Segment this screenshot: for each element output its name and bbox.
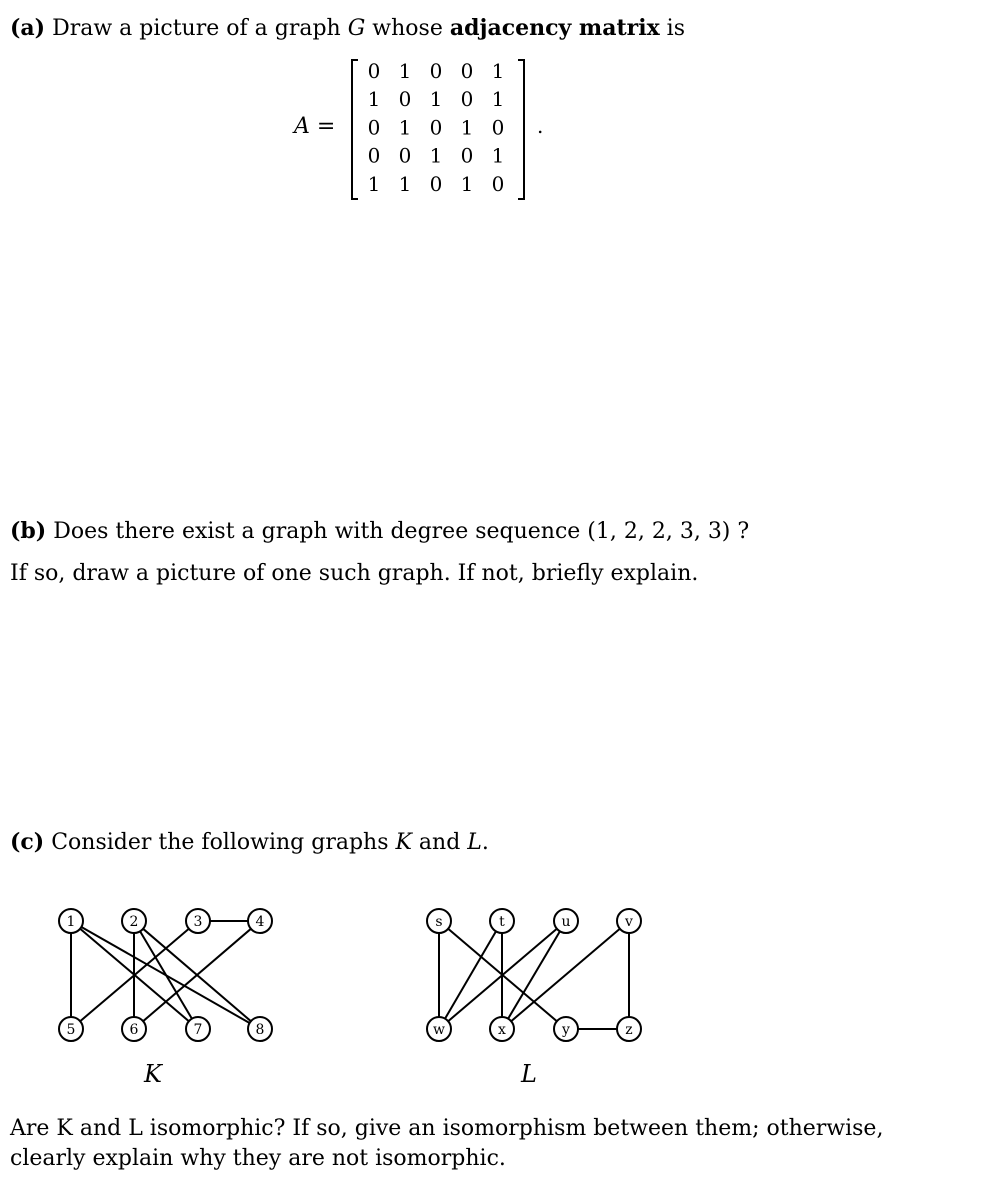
part-c-dot: .: [481, 830, 489, 855]
matrix-cell: 1: [367, 87, 381, 112]
l-vertex-t: [490, 909, 514, 933]
adjacency-matrix-term: adjacency matrix: [449, 15, 660, 41]
matrix-cell: 1: [429, 143, 443, 168]
matrix-cell: 0: [491, 171, 505, 196]
l-vertex-label: z: [625, 1022, 633, 1038]
l-edge-v-x: [511, 929, 620, 1021]
graph-var-l: L: [467, 830, 482, 855]
matrix-period: .: [537, 114, 544, 138]
k-vertex-label: 1: [66, 914, 76, 930]
matrix-cell: 0: [367, 59, 381, 83]
k-vertex-1: [59, 909, 83, 933]
l-vertex-label: u: [561, 914, 571, 930]
matrix-cell: 0: [460, 87, 474, 112]
part-a-text-2: whose: [365, 16, 450, 41]
k-vertex-label: 4: [255, 914, 265, 930]
matrix-cell: 1: [367, 171, 381, 196]
graph-k: [59, 909, 272, 1041]
matrix-cell: 1: [429, 87, 443, 112]
l-vertex-u: [554, 909, 578, 933]
part-a-label: (a): [10, 15, 46, 41]
part-a-prompt: [10, 14, 685, 43]
l-vertex-label: y: [562, 1022, 570, 1038]
matrix-cell: 0: [429, 59, 443, 83]
matrix-cell: 0: [429, 171, 443, 196]
degree-sequence: (1, 2, 2, 3, 3): [587, 519, 731, 544]
matrix-name: A =: [294, 114, 336, 139]
graph-var-g: G: [347, 16, 366, 41]
k-vertex-label: 3: [193, 914, 203, 930]
k-vertex-5: [59, 1017, 83, 1041]
part-b-prompt: [10, 517, 749, 546]
matrix-cell: 0: [367, 143, 381, 168]
k-vertex-label: 6: [129, 1022, 139, 1038]
part-b-label: (b): [10, 518, 47, 544]
l-vertex-x: [490, 1017, 514, 1041]
matrix-cell: 1: [491, 87, 505, 112]
graph-l: [427, 909, 641, 1041]
k-vertex-label: 2: [129, 914, 139, 930]
k-vertex-2: [122, 909, 146, 933]
k-vertex-3: [186, 909, 210, 933]
k-vertex-4: [248, 909, 272, 933]
matrix-cell: 1: [398, 171, 412, 196]
l-edge-u-x: [508, 931, 560, 1018]
matrix-cell: 0: [460, 59, 474, 83]
graph-l-caption: L: [521, 1060, 537, 1088]
l-vertex-label: w: [433, 1022, 445, 1038]
part-b-line-2: If so, draw a picture of one such graph. If not, briefly explain.: [10, 561, 699, 586]
graph-var-k: K: [395, 830, 412, 855]
k-vertex-8: [248, 1017, 272, 1041]
matrix-cell: 0: [367, 115, 381, 140]
l-vertex-y: [554, 1017, 578, 1041]
part-a-text-1: Draw a picture of a graph: [45, 16, 348, 41]
matrix-cell: 0: [398, 87, 412, 112]
part-c-text-1: Consider the following graphs: [44, 830, 396, 855]
matrix-cell: 1: [491, 143, 505, 168]
k-vertex-label: 5: [66, 1022, 76, 1038]
l-edge-t-w: [445, 931, 496, 1018]
matrix-cell: 1: [398, 115, 412, 140]
matrix-cell: 0: [460, 143, 474, 168]
k-vertex-6: [122, 1017, 146, 1041]
matrix-cell: 0: [491, 115, 505, 140]
l-vertex-z: [617, 1017, 641, 1041]
matrix-right-bracket: [518, 60, 524, 199]
l-vertex-label: v: [625, 914, 633, 930]
part-c-and: and: [411, 830, 468, 855]
matrix-left-bracket: [352, 60, 358, 199]
l-vertex-s: [427, 909, 451, 933]
matrix-cell: 0: [398, 143, 412, 168]
k-vertex-label: 7: [193, 1022, 203, 1038]
matrix-cell: 1: [460, 115, 474, 140]
k-vertex-label: 8: [255, 1022, 265, 1038]
part-c-question: Are K and L isomorphic? If so, give an isomorphism between them; otherwise, clearly explain why they are not isomorphic.: [10, 1116, 884, 1171]
adjacency-matrix: [292, 55, 552, 205]
k-edge-2-7: [140, 931, 192, 1018]
part-c-label: (c): [10, 829, 45, 855]
l-vertex-v: [617, 909, 641, 933]
l-vertex-label: s: [435, 914, 443, 930]
part-a-text-3: is: [659, 16, 686, 41]
part-b-line-1: Does there exist a graph with degree sequence: [46, 519, 588, 544]
l-vertex-label: x: [498, 1022, 506, 1038]
l-vertex-w: [427, 1017, 451, 1041]
k-vertex-7: [186, 1017, 210, 1041]
matrix-cell: 1: [460, 171, 474, 196]
matrix-cell: 1: [491, 59, 505, 83]
part-b-question-mark: ?: [730, 519, 750, 544]
matrix-cell: 1: [398, 59, 412, 83]
matrix-cell: 0: [429, 115, 443, 140]
matrix-cells: [368, 59, 505, 196]
graph-k-caption: K: [144, 1060, 162, 1088]
l-vertex-label: t: [499, 914, 505, 930]
part-c-prompt: [10, 828, 489, 857]
